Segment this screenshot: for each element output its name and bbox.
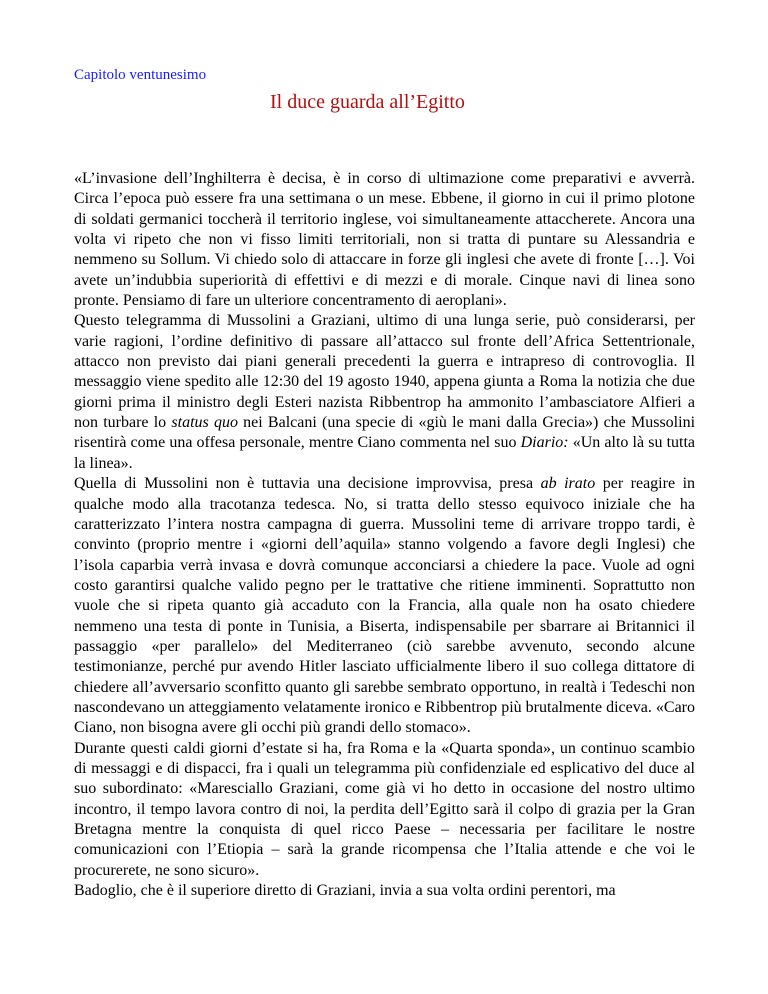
body-text <box>74 169 695 901</box>
paragraph-text: «Un alto là su tutta la linea». <box>74 434 696 472</box>
paragraph-text: Quella di Mussolini non è tuttavia una decisione improvvisa, presa <box>74 475 541 493</box>
paragraph-text: Badoglio, che è il superiore diretto di Graziani, invia a sua volta ordini perentori, ma <box>74 882 616 900</box>
paragraph <box>74 474 695 738</box>
paragraph <box>74 169 695 311</box>
paragraph <box>74 881 695 901</box>
paragraph-text: nei Balcani (una specie di «giù le mani dalla Grecia») che Mussolini risentirà come una offesa personale, mentre Ciano commenta nel suo <box>74 414 696 452</box>
italic-term: Diario: <box>520 434 569 452</box>
chapter-title: Il duce guarda all’Egitto <box>270 91 465 113</box>
chapter-label: Capitolo ventunesimo <box>74 67 207 83</box>
paragraph <box>74 739 695 881</box>
paragraph-text: Durante questi caldi giorni d’estate si ha, fra Roma e la «Quarta sponda», un continuo scambio di messaggi e di dispacci, fra i quali un telegramma più confidenziale ed esplicativo del duce al suo subordinato: «Maresciallo Graziani, come già vi ho detto in occasione del nostro ultimo incontro, il tempo lavora contro di noi, la perdita dell’Egitto sarà il colpo di grazia per la Gran Bretagna mentre la conquista di quel ricco Paese – necessaria per facilitare le nostre comunicazioni con l’Etiopia – sarà la grande ricompensa che l’Italia attende e che voi le procurerete, ne sono sicuro». <box>74 739 695 879</box>
italic-term: status quo <box>171 414 238 432</box>
paragraph-text: «L’invasione dell’Inghilterra è decisa, è in corso di ultimazione come preparativi e avverrà. Circa l’epoca può essere fra una settimana o un mese. Ebbene, il giorno in cui il primo plotone di soldati germanici toccherà il territorio inglese, voi simultaneamente attaccherete. Ancora una volta vi ripeto che non vi fisso limiti territoriali, non si tratta di puntare su Alessandria e nemmeno su Sollum. Vi chiedo solo di attaccare in forze gli inglesi che avete di fronte […]. Voi avete un’indubbia superiorità di effettivi e di mezzi e di morale. Cinque navi di linea sono pronte. Pensiamo di fare un ulteriore concentramento di aeroplani». <box>74 170 695 310</box>
paragraph-text: Questo telegramma di Mussolini a Graziani, ultimo di una lunga serie, può considerarsi, per varie ragioni, l’ordine definitivo di passare all’attacco sul fronte dell’Africa Settentrionale, attacco non previsto dai piani generali precedenti la guerra e intrapreso di controvoglia. Il messaggio viene spedito alle 12:30 del 19 agosto 1940, appena giunta a Roma la notizia che due giorni prima il ministro degli Esteri nazista Ribbentrop ha ammonito l’ambasciatore Alfieri a non turbare lo <box>74 312 695 432</box>
italic-term: ab irato <box>540 475 596 493</box>
paragraph <box>74 311 695 474</box>
paragraph-text: per reagire in qualche modo alla tracotanza tedesca. No, si tratta dello stesso equivoco iniziale che ha caratterizzato l’intera nostra campagna di guerra. Mussolini teme di arrivare troppo tardi, è convinto (proprio mentre i «giorni dell’aquila» stanno volgendo a favore degli Inglesi) che l’isola caparbia verrà invasa e dovrà comunque acconciarsi a chiedere la pace. Vuole ad ogni costo garantirsi qualche valido pegno per le trattative che ritiene imminenti. Soprattutto non vuole che si ripeta quanto già accaduto con la Francia, alla quale non ha osato chiedere nemmeno una testa di ponte in Tunisia, a Biserta, indispensabile per sbarrare ai Britannici il passaggio «per parallelo» del Mediterraneo (ciò sarebbe avvenuto, secondo alcune testimonianze, perché pur avendo Hitler lasciato ufficialmente libero il suo collega dittatore di chiedere all’avversario sconfitto quanto gli sarebbe sembrato opportuno, in realtà i Tedeschi non nascondevano un atteggiamento velatamente ironico e Ribbentrop più brutalmente diceva. «Caro Ciano, non bisogna avere gli occhi più grandi dello stomaco». <box>74 475 696 737</box>
